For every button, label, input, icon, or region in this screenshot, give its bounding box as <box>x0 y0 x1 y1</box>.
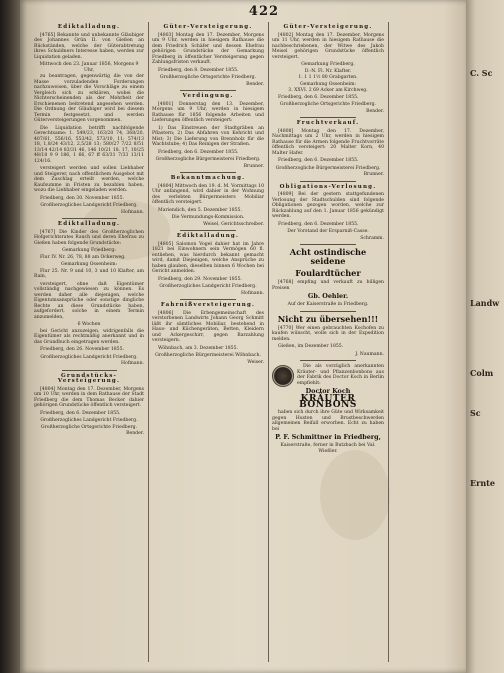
notice-signature: Bender. <box>366 108 384 114</box>
notice-deadline: 6 Wochen <box>77 322 101 327</box>
notice-text: versteigert werden und sollen Liebhaber und Steigerer, nach offentlichem Ausgebot mit dem Zuschlag erteilt werden, welche Kaufsumme in Fristen zu bezahlen haben, wozu die Liebhaber eingeladen werden. <box>34 166 144 193</box>
notice-place-date: Mariendich, den 5. Dezember 1855. <box>158 207 242 213</box>
separator <box>62 218 117 219</box>
column-rule <box>268 22 269 662</box>
advert-doctor-name: Doctor Koch <box>305 387 351 395</box>
advert-merchant: Gb. Oehler. <box>307 292 349 300</box>
notice-heading: Fahrnißversteigerung. <box>160 302 256 308</box>
notice-place-date: Friedberg, den 30. November 1855. <box>40 195 124 201</box>
notice-signature: Hofmann. <box>121 209 144 215</box>
notice-signature: Brunner. <box>363 172 384 177</box>
adjacent-page-word: Ernte <box>470 478 495 488</box>
notice-authority: Großherzogliche Bürgermeisterei Friedberg. <box>275 165 381 171</box>
column-2 <box>152 22 264 366</box>
notice-text: [4805] Salomon Vogel dahier hat im Jahre 1821 bei Einwohnern sein Vermögen 60 fl. entliehen, was hierdurch bekannt gemacht wird, damit Diejenigen, welche Ansprüche zu haben glauben, dieselben binnen 6 Wochen bei Gericht anmelden. <box>152 241 264 274</box>
separator <box>180 230 236 231</box>
notice-authority: Großherzogliche Bürgermeisterei Wöhnbach. <box>155 353 261 358</box>
medal-seal-icon <box>272 365 294 387</box>
separator <box>300 311 356 312</box>
notice-authority: Großherzogliche Ortsgerichte Friedberg. <box>40 424 138 430</box>
separator <box>300 181 356 182</box>
notice-authority: Der Vorstand der Ersparniß-Casse. <box>287 229 369 234</box>
separator <box>180 90 236 91</box>
notice-place-date: Gießen, im Dezember 1855. <box>278 344 344 349</box>
notice-authority: Großherzogliche Ortsgerichte Friedberg. <box>159 75 257 80</box>
notice-heading: Bekanntmachung. <box>170 175 246 181</box>
page-number: 422 <box>248 4 280 19</box>
advert-text: [4770] Wer einen gebrauchten Kochofen zu kaufen wünscht, wolle sich in der Expedition melden. <box>272 325 384 342</box>
notice-place-date: Friedberg, den 29. November 1855. <box>158 276 242 282</box>
notice-authority: Großherzogliche Ortsgerichte Friedberg. <box>279 102 377 107</box>
separator <box>300 244 356 245</box>
notice-place-date: Wöhnbach, am 3. Dezember 1855. <box>158 345 238 351</box>
notice-text: [4765] Bekannte und unbekannte Gläubiger des Johannes Grün II. von Gießen an Rückständen, welche der Güterabtretung ihres Schuldners Interesse haben, werden zur Liquidation geladen. <box>34 32 144 60</box>
notice-text: [4806] Die Erbengemeinschaft des verstorbenen Landwirts Johann Georg Schmitt läßt ihr sämtliches Mobiliar, bestehend in Haus- und Küchengeräten, Betten, Kleidern und Ackergeschirr, gegen Barzahlung versteigern. <box>152 310 264 343</box>
newspaper-page <box>20 0 466 673</box>
advert-headline: Nicht zu übersehen!!! <box>277 313 379 324</box>
notice-subheading: Gemarkung Ossenheim: <box>300 81 356 87</box>
advert-address: Auf der Kaiserstraße in Friedberg. <box>287 302 369 307</box>
notice-text: [4804] Mittwoch den 19. d. M. Vormittags 10 Uhr anfangend, wird dahier in der Wohnung des verlebten Bürgermeisters Mobiliar öffentlich versteigert. <box>152 183 264 205</box>
notice-heading: Güter-Versteigerung. <box>163 24 253 30</box>
parcel-table-header: D.-N. Fl. Nr. Klafter. <box>304 68 352 74</box>
notice-signature: J. Naumann. <box>355 351 384 357</box>
column-1 <box>34 22 144 438</box>
notice-signature: Weisel, Gerichtsschreiber. <box>203 221 264 227</box>
notice-subheading: Gemarkung Friedberg: <box>62 248 116 253</box>
notice-place-date: Friedberg, den 6. Dezember 1855. <box>158 149 239 155</box>
separator <box>180 299 236 300</box>
notice-signature: Schramm. <box>360 235 384 241</box>
notice-signature: Bender. <box>126 431 144 436</box>
paper-stain <box>320 450 390 540</box>
notice-place-date: Friedberg, den 6. Dezember 1855. <box>278 158 359 163</box>
notice-authority: Großherzogliche Bürgermeisterei Friedberg. <box>155 157 261 162</box>
notice-text: [4802] Montag den 17. Dezember, Morgens um 11 Uhr, werden in hiesigem Rathause die nachbeschriebenen, der Witwe des Jakob Meisel gehörigen Grundstücke öffentlich versteigert. <box>272 32 384 60</box>
adjacent-page-word: C. Sc <box>470 68 493 78</box>
adjacent-page-edge <box>466 0 504 673</box>
separator <box>180 172 236 173</box>
notice-text: Flur 25. Nr. 9 und 10, 3 und 10 Klafter, am Rain, <box>34 268 144 279</box>
notice-text: [4803] Montag den 17. Dezember, Morgens um 9 Uhr, werden in hiesigem Rathause die dem Friedrich Schäfer und dessen Ehefrau gehörigen Grundstücke der Gemarkung Friedberg in öffentlicher Versteigerung gegen Zahlungsfristen verkauft. <box>152 32 264 65</box>
notice-subheading: Gemarkung Ossenheim: <box>61 262 117 267</box>
notice-heading: Güter-Versteigerung. <box>283 24 373 30</box>
advert-text: [4768] empfing und verkauft zu billigen Preisen <box>272 280 384 291</box>
notice-authority: Großherzogliches Landgericht Friedberg. <box>159 284 257 289</box>
notice-text: [4804] Montag den 17. Dezember, Morgens um 10 Uhr, werden in dem Rathause der Stadt Friedberg die dem Thomas Becker dahier gehörigen Grundstücke öffentlich versteigert. <box>34 386 144 408</box>
column-rule <box>388 22 389 662</box>
notice-heading: Verdingung. <box>182 93 234 99</box>
adjacent-page-word: Colm <box>470 368 494 378</box>
notice-heading: Obligations-Verlosung. <box>279 183 377 190</box>
notice-signature: Bender. <box>246 81 264 87</box>
notice-place-date: Friedberg, den 6. Dezember 1855. <box>278 94 359 100</box>
advert-product-name: KRÄUTER BONBONS <box>299 394 357 410</box>
adjacent-page-word: Landw <box>470 298 500 308</box>
separator <box>300 117 356 118</box>
notice-text: zu beantragen, gegenwärtig die von der Masse vorzuladenden Forderungen nachzuweisen, über die Vorschläge zu einem Vergleich sich zu erklären, wobei die Nichterscheinenden als der Mehrheit der Erschienenen beitretend angesehen werden. Die Ordnung der Gläubiger wird bei diesem Termin festgesetzt, und werden Güterversteigerungen vorgenommen. <box>34 74 144 123</box>
notice-text: [4808] Montag den 17. Dezember, Nachmittags um 2 Uhr, werden in hiesigem Rathause für die Armen folgende Fruchtvorräte öffentlich versteigert: 20 Malter Korn, 40 Malter Hafer. <box>272 128 384 156</box>
notice-text: Flur IV. Nr. 26, 78, 88 am Ockerweg. <box>40 254 126 260</box>
notice-heading: Fruchtverkauf. <box>296 120 360 126</box>
notice-heading: Ediktalladung. <box>57 221 121 227</box>
notice-text: Die Liquidation betrifft nachfolgende Gerechtsame: 1. 549/23, 163/20 74, 368/20, 407/61, 556/16, 553/42, 573/10, 11; 574/13 18, 1,8/24 43/12, 2,5/28 13; 580/27 7/22 8/51 13/14 42/14 83/31 46, 146 10/21 18. 17, 10/25 48/18 9 9 186, 1 66, 67 ff 63/31 7/33 13/11 124/16. <box>34 125 144 164</box>
notice-text: versteigert, ohne daß Eigentümer vollständig nachgewiesen zu können. Es werden daher alle diejenigen, welche Eigentumsansprüche oder sonstige dingliche Rechte an diese Grundstücke haben, aufgefordert, solche in einem Termin anzumelden, <box>34 281 144 320</box>
notice-text: [4809] Bei der gestern stattgefundenen Verlosung der Stadtschulden sind folgende Obligationen gezogen worden, welche zur Rückzahlung auf den 1. Januar 1856 gekündigt werden. <box>272 192 384 219</box>
book-binding <box>0 0 20 673</box>
notice-date: Mittwoch den 23. Januar 1856, Morgens 9 Uhr, <box>39 62 139 73</box>
notice-place-date: Friedberg, den 6. Dezember 1855. <box>278 221 359 227</box>
notice-heading: Ediktalladung. <box>57 24 121 30</box>
notice-subheading: Gemarkung Friedberg. <box>301 62 355 67</box>
advert-seller: P. F. Schmittner in Friedberg, <box>275 433 381 441</box>
notice-text: [4801] Donnerstag den 13. Dezember, Morgens um 9 Uhr, werden in hiesigem Rathause für 1856 folgende Arbeiten und Lieferungen öffentlich versteigert: <box>152 101 264 123</box>
notice-signature: Hofmann. <box>121 361 144 366</box>
notice-heading: Ediktalladung. <box>176 233 240 239</box>
parcel-table-row: 3. XXVI. 2 69 Acker am Kirchweg. <box>288 88 368 93</box>
notice-authority: Großherzogliches Landgericht Friedberg. <box>40 354 138 360</box>
advert-address: Kaiserstraße, ferner in Butzbach bei Val. Wießler. <box>280 443 376 454</box>
notice-signature: Brunner. <box>243 163 264 169</box>
advert-headline: Foulardtücher <box>295 268 361 278</box>
notice-authority: Die Vermundungs-Kommission. <box>171 215 245 220</box>
notice-text: 1) Das Einstreuen der Stadtgräben an Pflastern; 2) Das Abfahren von Kehricht und Mist; 3) Die Lieferung von Brennholz für die Wachtstube; 4) Das Reinigen der Straßen. <box>152 125 264 147</box>
notice-authority: Großherzogliches Landgericht Friedberg. <box>40 203 138 208</box>
parcel-table-row: 1. 1 1 1½ 80 Grabgarten. <box>298 75 358 80</box>
notice-heading: Grundstücks-Versteigerung. <box>57 372 121 384</box>
notice-place-date: Friedberg, den 6. Dezember 1855. <box>40 410 121 416</box>
advert-headline: Acht ostindische seidene <box>289 247 367 266</box>
column-3 <box>272 22 384 455</box>
separator <box>300 360 356 361</box>
notice-signature: Hofmann. <box>241 290 264 296</box>
column-rule <box>148 22 149 662</box>
notice-place-date: Friedberg, den 26. November 1855. <box>40 347 124 352</box>
advert-text: haben sich durch ihre Güte und Wirksamkeit gegen Husten und Brustbeschwerden allgemeinen Beifall erworben. Echt zu haben bei <box>272 410 384 432</box>
notice-text: bei Gericht anzuzeigen, widrigenfalls die Eigentümer als rechtmäßig anerkannt und in das Grundbuch eingetragen werden. <box>34 328 144 345</box>
advert-text: Die als vorzüglich anerkannten Kräuter- und Pflanzenbonbons aus der Fabrik des Doctor Koch in Berlin empfiehlt: <box>297 364 384 386</box>
separator <box>62 370 117 371</box>
notice-authority: Großherzogliches Landgericht Friedberg. <box>40 418 138 423</box>
adjacent-page-word: Sc <box>470 408 481 418</box>
notice-signature: Weiser. <box>247 359 264 365</box>
notice-text: [4767] Die Kinder des Großherzoglichen Hofgerichtsrates Rauch und deren Ehefrau zu Gießen haben folgende Grundstücke: <box>34 229 144 246</box>
notice-place-date: Friedberg, den 8. Dezember 1855. <box>158 67 239 73</box>
